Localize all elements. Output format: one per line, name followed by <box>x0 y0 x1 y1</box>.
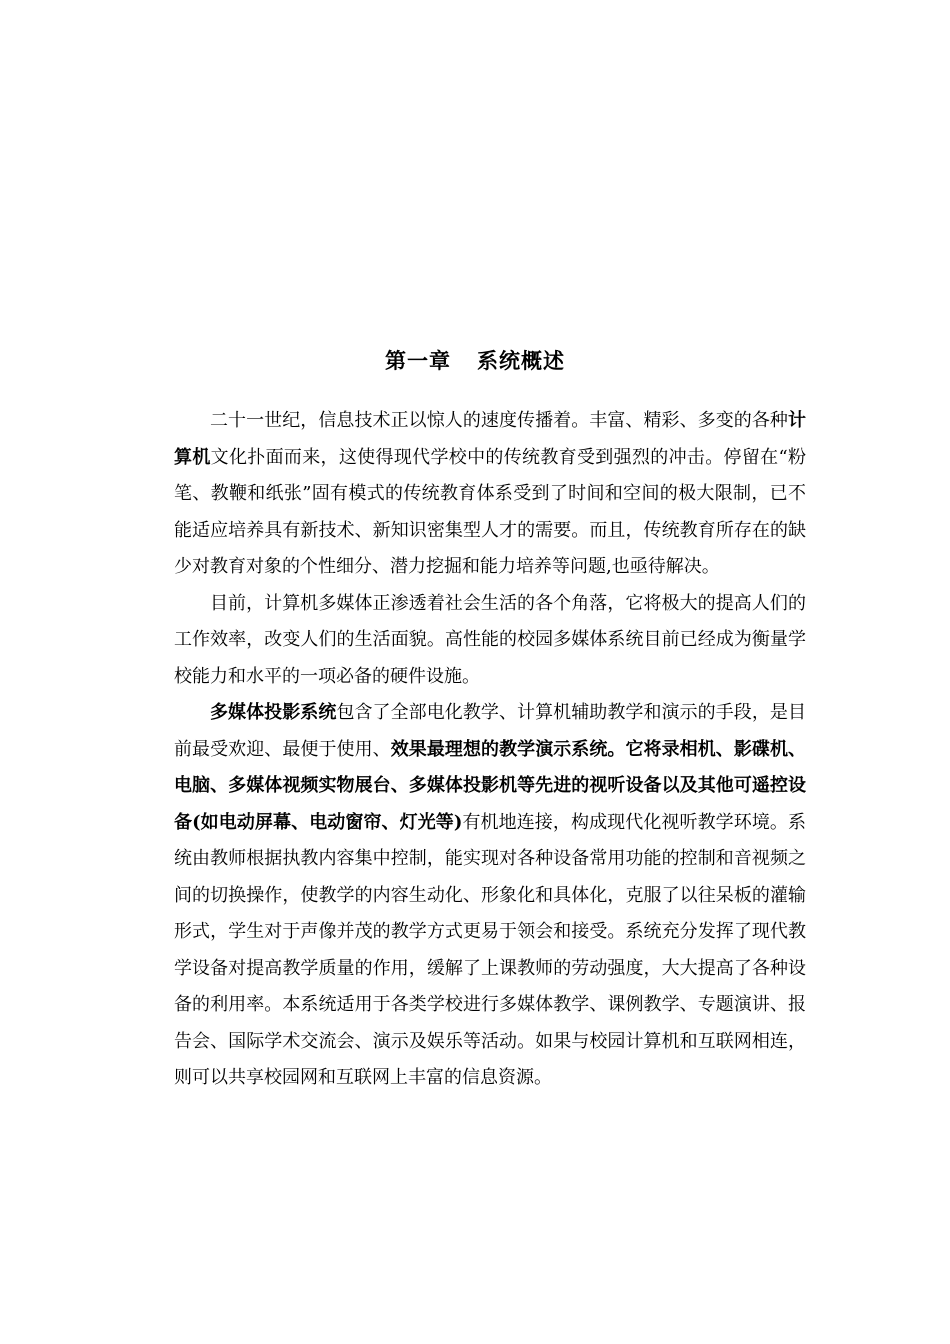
text-segment: 目前，计算机多媒体正渗透着社会生活的各个角落，它将极大的提高人们的工作效率，改变人们的生活面貌。高性能的校园多媒体系统目前已经成为衡量学校能力和水平的一项必备的硬件设施。 <box>174 592 806 687</box>
bold-text-segment: 多媒体投影系统 <box>210 702 337 723</box>
chapter-title: 系统概述 <box>477 348 565 373</box>
body-text <box>174 403 806 1097</box>
text-segment: 二十一世纪，信息技术正以惊人的速度传播着。丰富、精彩、多变的各种 <box>210 410 788 431</box>
text-segment: 文化扑面而来，这使得现代学校中的传统教育受到强烈的冲击。停留在“粉笔、教鞭和纸张”固有模式的传统教育体系受到了时间和空间的极大限制，已不能适应培养具有新技术、新知识密集型人才的需要。而且，传统教育所存在的缺少对教育对象的个性细分、潜力挖掘和能力培养等问题,也亟待解决。 <box>174 446 807 577</box>
text-segment: 包含了全部电化教学、计算机辅助教学和演示的手段，是目前最受欢迎、最便于使用、 <box>174 702 806 760</box>
paragraph <box>174 695 806 1097</box>
bold-text-segment: 计算机 <box>174 410 806 468</box>
bold-text-segment: 效果最理想的教学演示系统。它将录相机、影碟机、电脑、多媒体视频实物展台、多媒体投影机等先进的视听设备以及其他可遥控设备(如电动屏幕、电动窗帘、灯光等) <box>174 738 807 833</box>
paragraph <box>174 403 806 586</box>
paragraph <box>174 586 806 696</box>
chapter-number: 第一章 <box>385 348 451 373</box>
chapter-heading <box>0 345 950 375</box>
text-segment: 有机地连接，构成现代化视听教学环境。系统由教师根据执教内容集中控制，能实现对各种设备常用功能的控制和音视频之间的切换操作，使教学的内容生动化、形象化和具体化，克服了以往呆板的灌输形式，学生对于声像并茂的教学方式更易于领会和接受。系统充分发挥了现代教学设备对提高教学质量的作用，缓解了上课教师的劳动强度，大大提高了各种设备的利用率。本系统适用于各类学校进行多媒体教学、课例教学、专题演讲、报告会、国际学术交流会、演示及娱乐等活动。如果与校园计算机和互联网相连，则可以共享校园网和互联网上丰富的信息资源。 <box>174 811 806 1088</box>
